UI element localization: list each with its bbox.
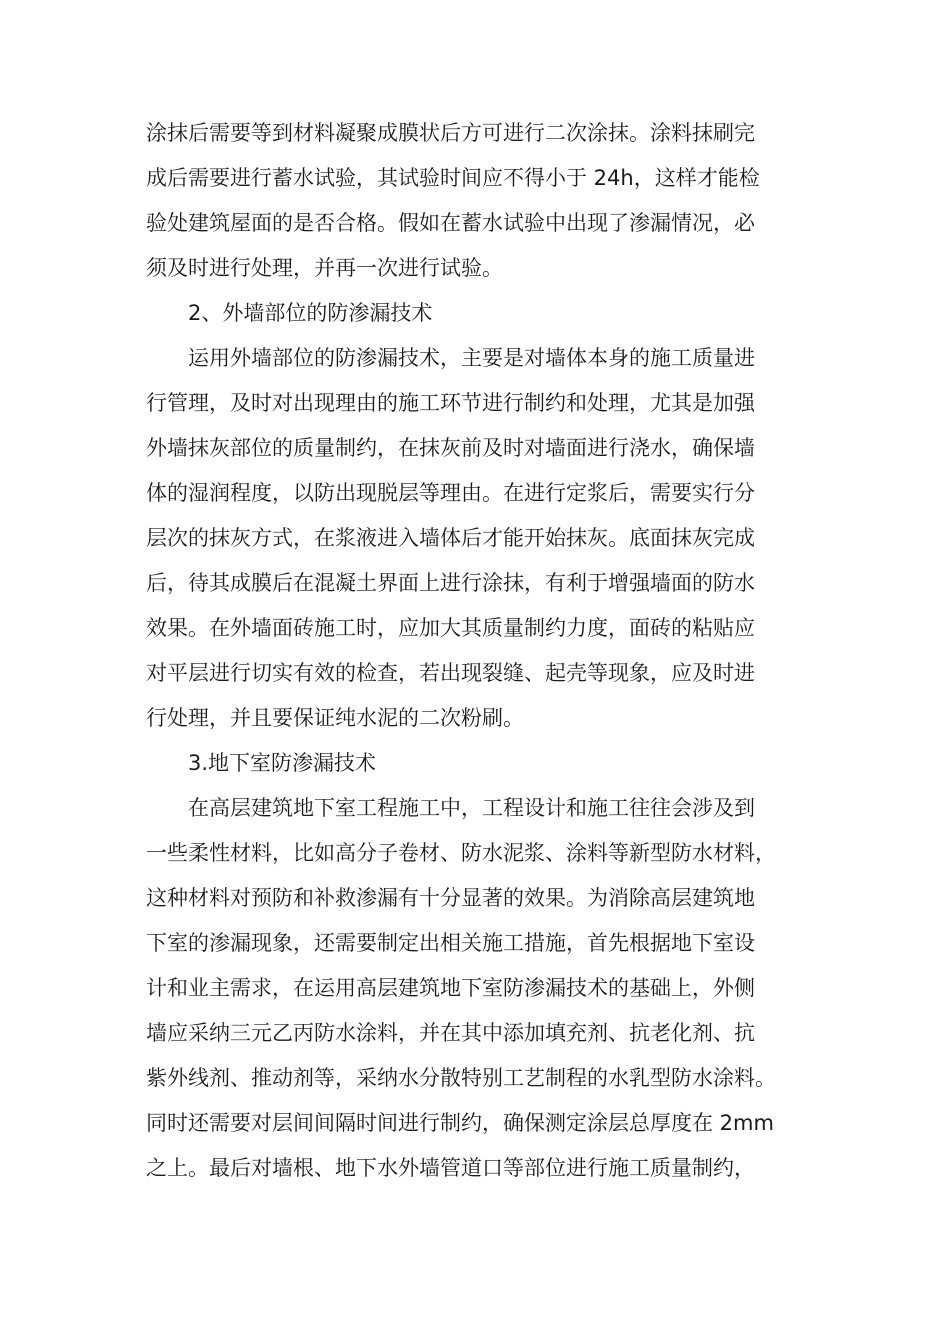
paragraph-line: 须及时进行处理，并再一次进行试验。 xyxy=(146,256,503,280)
paragraph-line: 一些柔性材料，比如高分子卷材、防水泥浆、涂料等新型防水材料， xyxy=(146,841,776,865)
paragraph-line: 计和业主需求，在运用高层建筑地下室防渗漏技术的基础上，外侧 xyxy=(146,976,755,1000)
paragraph-line: 涂抹后需要等到材料凝聚成膜状后方可进行二次涂抹。涂料抹刷完 xyxy=(146,121,755,145)
paragraph-line: 对平层进行切实有效的检查，若出现裂缝、起壳等现象，应及时进 xyxy=(146,661,755,685)
paragraph-line: 成后需要进行蓄水试验，其试验时间应不得小于 24h，这样才能检 xyxy=(146,166,760,190)
paragraph-line: 体的湿润程度，以防出现脱层等理由。在进行定浆后，需要实行分 xyxy=(146,481,755,505)
paragraph-line: 行处理，并且要保证纯水泥的二次粉刷。 xyxy=(146,706,524,730)
paragraph-line: 墙应采纳三元乙丙防水涂料，并在其中添加填充剂、抗老化剂、抗 xyxy=(146,1021,755,1045)
paragraph-line: 外墙抹灰部位的质量制约，在抹灰前及时对墙面进行浇水，确保墙 xyxy=(146,436,755,460)
section-heading: 2、外墙部位的防渗漏技术 xyxy=(188,301,433,325)
paragraph-line: 效果。在外墙面砖施工时，应加大其质量制约力度，面砖的粘贴应 xyxy=(146,616,755,640)
paragraph-line: 在高层建筑地下室工程施工中，工程设计和施工往往会涉及到 xyxy=(188,796,755,820)
paragraph-line: 验处建筑屋面的是否合格。假如在蓄水试验中出现了渗漏情况，必 xyxy=(146,211,755,235)
paragraph-line: 后，待其成膜后在混凝土界面上进行涂抹，有利于增强墙面的防水 xyxy=(146,571,755,595)
paragraph-line: 层次的抹灰方式，在浆液进入墙体后才能开始抹灰。底面抹灰完成 xyxy=(146,526,755,550)
paragraph-line: 下室的渗漏现象，还需要制定出相关施工措施，首先根据地下室设 xyxy=(146,931,755,955)
document-body xyxy=(146,111,812,1191)
section-heading: 3.地下室防渗漏技术 xyxy=(188,751,377,775)
paragraph-line: 这种材料对预防和补救渗漏有十分显著的效果。为消除高层建筑地 xyxy=(146,886,755,910)
paragraph-line: 行管理，及时对出现理由的施工环节进行制约和处理，尤其是加强 xyxy=(146,391,755,415)
paragraph-line: 运用外墙部位的防渗漏技术，主要是对墙体本身的施工质量进 xyxy=(188,346,755,370)
paragraph-line: 之上。最后对墙根、地下水外墙管道口等部位进行施工质量制约， xyxy=(146,1156,755,1180)
paragraph-line: 同时还需要对层间间隔时间进行制约，确保测定涂层总厚度在 2mm xyxy=(146,1111,774,1135)
paragraph-line: 紫外线剂、推动剂等，采纳水分散特别工艺制程的水乳型防水涂料。 xyxy=(146,1066,776,1090)
